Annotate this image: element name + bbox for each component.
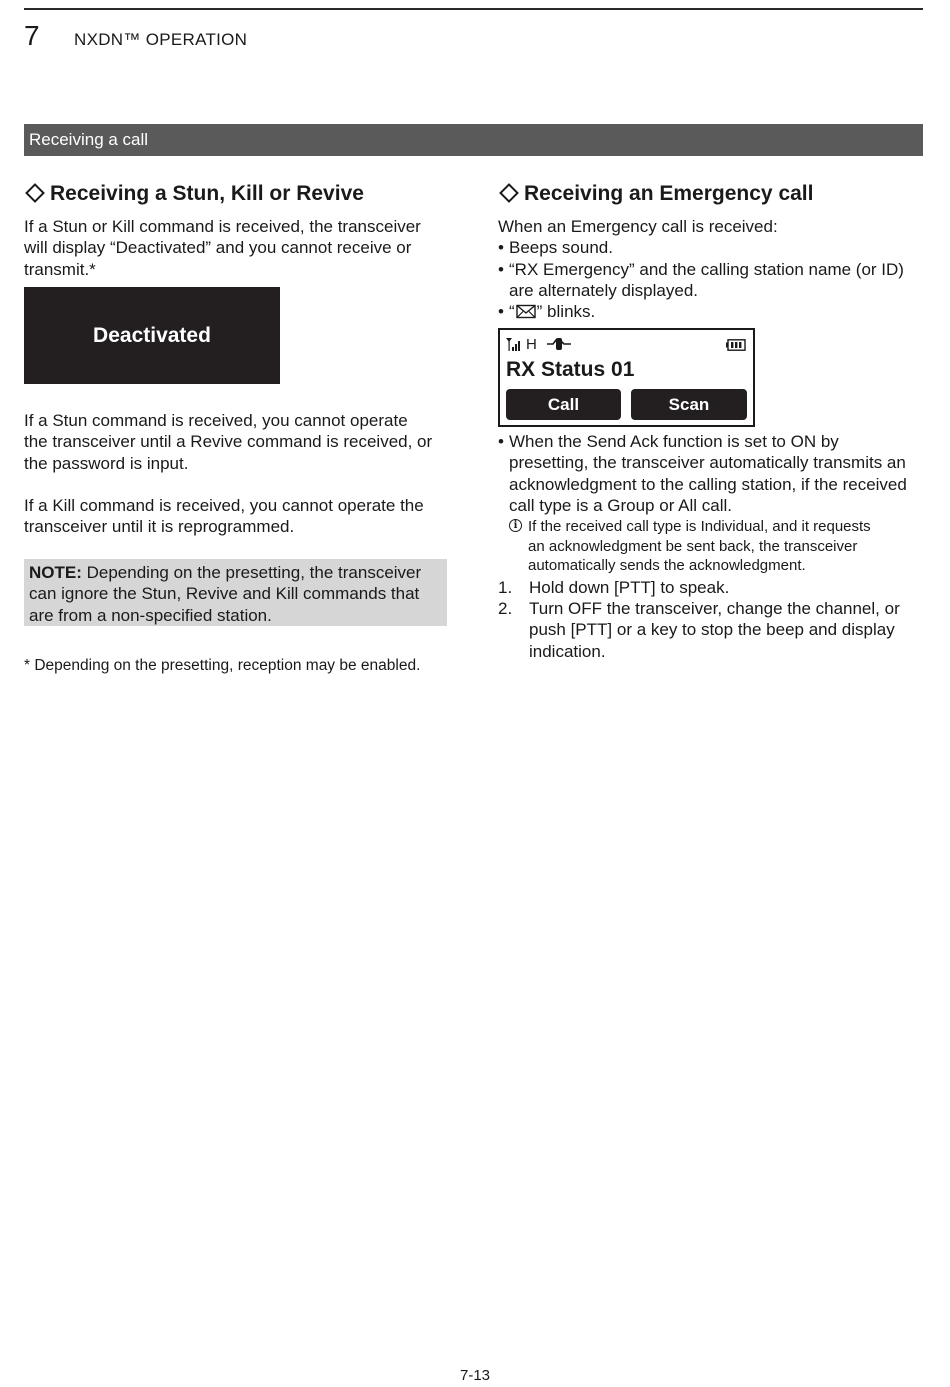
text-line: the transceiver until a Revive command is received, or xyxy=(24,432,433,452)
bullet: • xyxy=(498,259,504,279)
note-line xyxy=(29,562,442,583)
stun-intro-paragraph xyxy=(24,216,454,280)
emergency-heading xyxy=(498,181,928,207)
call-button[interactable]: Call xyxy=(506,389,621,420)
list-item xyxy=(498,237,928,258)
list-item xyxy=(498,431,928,516)
bullet: • xyxy=(498,302,504,322)
envelope-icon xyxy=(516,304,536,319)
text-line: an acknowledgment be sent back, the transceiver xyxy=(528,537,858,555)
text-line: can ignore the Stun, Revive and Kill commands that xyxy=(29,584,420,604)
text-line: If a Kill command is received, you cannot operate the xyxy=(24,496,424,515)
text-line: transmit.* xyxy=(24,259,96,279)
status-bar xyxy=(506,335,571,353)
text-line: call type is a Group or All call. xyxy=(509,495,732,515)
text-line: will display “Deactivated” and you cannot receive or xyxy=(24,238,412,258)
power-level-text: H xyxy=(526,335,537,353)
emergency-list xyxy=(498,216,928,322)
section-bar: Receiving a call xyxy=(24,124,923,156)
screen-title: RX Status 01 xyxy=(506,358,635,381)
kill-paragraph xyxy=(24,495,454,538)
text-line: If a Stun command is received, you cannot operate xyxy=(24,411,408,430)
info-note xyxy=(498,517,928,576)
chapter-number: 7 xyxy=(24,20,40,51)
stun-kill-heading xyxy=(24,181,454,207)
list-item xyxy=(498,259,928,302)
step-item xyxy=(498,577,928,598)
page-number: 7-13 xyxy=(459,1367,491,1384)
text-line: automatically sends the acknowledgment. xyxy=(528,557,806,575)
battery-icon xyxy=(726,339,746,351)
emergency-heading-text: Receiving an Emergency call xyxy=(524,182,814,205)
info-icon: i xyxy=(509,519,522,532)
stun-kill-heading-text: Receiving a Stun, Kill or Revive xyxy=(50,182,364,205)
stun-paragraph xyxy=(24,410,454,474)
signal-strength-icon xyxy=(506,337,522,351)
text-line: presetting, the transceiver automatically transmits an xyxy=(509,453,906,473)
diamond-icon xyxy=(25,184,45,204)
text-part: ” blinks. xyxy=(536,302,596,322)
chapter-title: NXDN™ OPERATION xyxy=(74,30,248,49)
list-item xyxy=(498,301,928,322)
step-number: 2. xyxy=(498,598,513,618)
footnote: * Depending on the presetting, reception may be enabled. xyxy=(24,657,421,674)
text-line: indication. xyxy=(529,641,606,661)
text-line: Depending on the presetting, the transceiver xyxy=(81,563,422,582)
ack-section xyxy=(498,431,928,662)
text-line: If a Stun or Kill command is received, the transceiver xyxy=(24,217,421,236)
text-line: are from a non-specified station. xyxy=(29,605,272,625)
text-line: acknowledgment to the calling station, if the received xyxy=(509,474,907,494)
bullet: • xyxy=(498,238,504,258)
text-line: When the Send Ack function is set to ON by xyxy=(509,432,839,451)
note-label: NOTE: xyxy=(29,563,82,582)
note-box xyxy=(24,559,447,626)
text-line: If the received call type is Individual, and it requests xyxy=(528,518,871,536)
text-line: “RX Emergency” and the calling station name (or ID) xyxy=(509,259,904,279)
step-item xyxy=(498,598,928,662)
text-line: the password is input. xyxy=(24,453,189,473)
deactivated-text: Deactivated xyxy=(93,323,211,347)
diamond-icon xyxy=(499,184,519,204)
text-part: “ xyxy=(509,302,515,322)
text-line: When an Emergency call is received: xyxy=(498,217,778,236)
top-rule xyxy=(24,8,923,10)
radio-display xyxy=(498,328,755,427)
text-line: transceiver until it is reprogrammed. xyxy=(24,517,295,537)
scan-button[interactable]: Scan xyxy=(631,389,747,420)
step-number: 1. xyxy=(498,577,513,597)
text-line: Hold down [PTT] to speak. xyxy=(529,577,730,597)
emergency-icon xyxy=(547,337,571,351)
deactivated-display xyxy=(24,287,280,384)
text-line: push [PTT] or a key to stop the beep and display xyxy=(529,620,895,640)
text-line: Turn OFF the transceiver, change the channel, or xyxy=(529,598,900,618)
text-line: are alternately displayed. xyxy=(509,280,699,300)
bullet: • xyxy=(498,432,504,451)
text-line: Beeps sound. xyxy=(509,238,613,258)
